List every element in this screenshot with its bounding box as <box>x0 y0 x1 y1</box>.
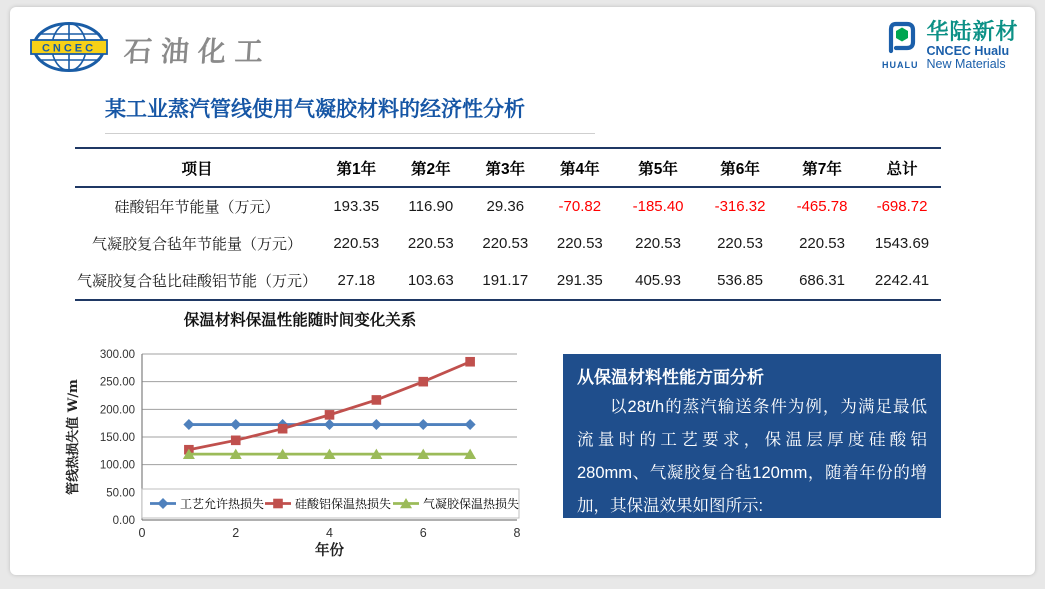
row-value: -185.40 <box>632 198 684 215</box>
row-value: 191.17 <box>482 272 529 289</box>
svg-text:300.00: 300.00 <box>99 349 135 361</box>
cncec-badge-text: CNCEC <box>41 42 97 55</box>
table-row <box>75 262 941 300</box>
info-box-heading: 从保温材料性能方面分析 <box>577 368 764 387</box>
row-value: 220.53 <box>635 235 681 252</box>
row-value: 405.93 <box>635 272 681 289</box>
row-value: 291.35 <box>556 272 603 289</box>
svg-text:8: 8 <box>513 526 521 540</box>
analysis-info-box <box>563 354 941 518</box>
row-value: -465.78 <box>796 198 848 215</box>
hualu-logo <box>882 20 1019 71</box>
row-value: 686.31 <box>799 272 845 289</box>
table-column-header: 第3年 <box>485 160 526 178</box>
svg-text:管线热损失值 W/m: 管线热损失值 W/m <box>66 379 81 495</box>
row-value: 220.53 <box>333 235 380 252</box>
row-value: 220.53 <box>482 235 529 252</box>
hualu-chinese-name: 华陆新材 <box>926 19 1019 44</box>
row-value: -316.32 <box>714 198 766 215</box>
row-value: 116.90 <box>408 198 454 215</box>
hualu-english-name: CNCEC Hualu <box>926 44 1010 59</box>
cncec-logo <box>30 21 272 78</box>
svg-text:2: 2 <box>232 526 240 540</box>
svg-text:6: 6 <box>419 526 427 540</box>
hualu-badge-text: HUALU <box>882 60 919 70</box>
row-value: 2242.41 <box>874 272 930 289</box>
info-box-body: 以28t/h的蒸汽输送条件为例，为满足最低流量时的工艺要求，保温层厚度硅酸铝280mm、气凝胶复合毡120mm，随着年份的增加，其保温效果如图所示: <box>577 398 927 515</box>
row-value: -70.82 <box>558 198 602 215</box>
table-row <box>75 187 941 225</box>
line-chart <box>62 332 537 567</box>
row-label: 气凝胶复合毡比硅酸铝节能（万元） <box>77 273 318 290</box>
row-value: 220.53 <box>799 235 845 252</box>
table-column-header: 第2年 <box>410 160 451 178</box>
row-value: 536.85 <box>717 272 763 289</box>
table-column-header: 第7年 <box>802 160 842 178</box>
hualu-english-subname: New Materials <box>926 57 1006 72</box>
row-value: 27.18 <box>337 272 376 289</box>
table-header-row <box>75 148 941 187</box>
row-label: 硅酸铝年节能量（万元） <box>114 199 280 216</box>
svg-text:0: 0 <box>138 526 146 540</box>
svg-text:150.00: 150.00 <box>99 432 135 444</box>
row-value: 193.35 <box>333 198 380 215</box>
table-column-header: 第1年 <box>336 160 377 178</box>
svg-text:4: 4 <box>326 526 333 540</box>
svg-text:工艺允许热损失: 工艺允许热损失 <box>180 497 265 511</box>
table-column-header: 第4年 <box>560 160 600 178</box>
row-value: 29.36 <box>486 198 525 215</box>
economics-table <box>75 147 941 301</box>
svg-text:0.00: 0.00 <box>112 515 135 527</box>
table-row <box>75 225 941 262</box>
title-underline <box>105 133 595 134</box>
row-value: 220.53 <box>407 235 454 252</box>
svg-text:年份: 年份 <box>315 542 344 559</box>
row-value: 220.53 <box>717 235 763 252</box>
row-value: 1543.69 <box>874 235 930 252</box>
table-column-header: 第5年 <box>638 160 678 178</box>
page-title: 某工业蒸汽管线使用气凝胶材料的经济性分析 <box>105 98 525 121</box>
svg-text:气凝胶保温热损失: 气凝胶保温热损失 <box>423 497 520 511</box>
chart-svg <box>62 332 537 567</box>
row-value: 220.53 <box>556 235 603 252</box>
table-column-header: 第6年 <box>720 160 760 178</box>
svg-text:100.00: 100.00 <box>99 459 135 472</box>
row-value: -698.72 <box>876 198 928 215</box>
svg-text:200.00: 200.00 <box>99 404 135 417</box>
svg-text:250.00: 250.00 <box>99 376 135 389</box>
row-value: 103.63 <box>407 272 454 289</box>
petro-company-name: 石油化工 <box>122 34 274 68</box>
hualu-mark-icon <box>882 20 918 59</box>
table-column-header: 总计 <box>886 160 918 178</box>
table-column-header: 项目 <box>181 160 213 178</box>
chart-title: 保温材料保温性能随时间变化关系 <box>183 310 417 329</box>
svg-text:硅酸铝保温热损失: 硅酸铝保温热损失 <box>295 497 392 511</box>
row-label: 气凝胶复合毡年节能量（万元） <box>92 236 303 253</box>
cncec-globe-icon <box>30 21 108 78</box>
svg-text:50.00: 50.00 <box>106 487 135 500</box>
